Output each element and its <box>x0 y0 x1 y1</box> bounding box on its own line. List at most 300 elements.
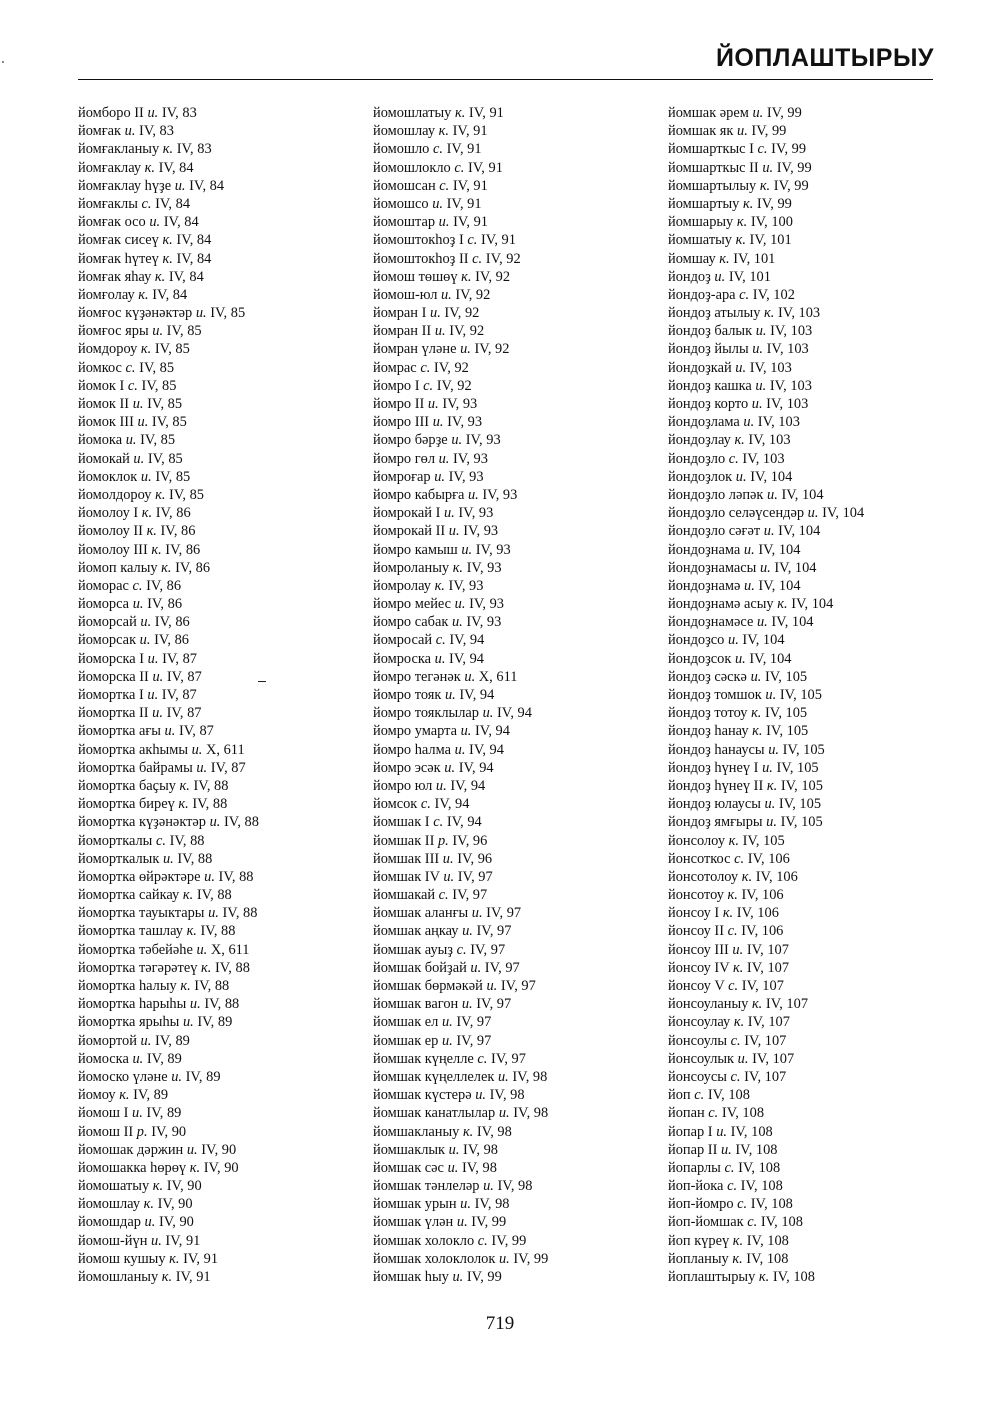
entry-reference: IV, 103 <box>769 377 812 394</box>
entry-headword: йомро II <box>373 396 425 412</box>
entry-headword: йомғак осо <box>78 214 146 231</box>
entry-part-of-speech: с. <box>141 195 152 212</box>
index-entry <box>373 1141 548 1159</box>
entry-part-of-speech: к. <box>186 923 197 940</box>
entry-part-of-speech: к. <box>143 1196 154 1213</box>
entry-headword: йомоштокһоҙ I <box>373 232 464 249</box>
entry-headword: йомош кушыу <box>78 1250 166 1267</box>
index-entry <box>668 1013 864 1031</box>
index-entry <box>668 195 864 213</box>
entry-reference: IV, 105 <box>742 832 785 849</box>
entry-part-of-speech: и. <box>149 214 161 231</box>
entry-part-of-speech: и. <box>443 868 455 885</box>
index-entry <box>373 1159 548 1177</box>
index-column-1 <box>78 104 259 1286</box>
index-entry <box>668 304 864 322</box>
entry-headword: йонсоткос <box>668 850 731 867</box>
entry-reference: IV, 91 <box>453 214 488 231</box>
index-entry <box>668 1104 864 1122</box>
entry-reference: IV, 101 <box>749 232 792 249</box>
entry-headword: йондоҙло селәүсендәр <box>668 505 805 522</box>
entry-part-of-speech: и. <box>444 687 456 703</box>
index-entry <box>78 668 259 686</box>
index-entry <box>668 922 864 940</box>
entry-headword: йопланыу <box>668 1250 729 1267</box>
entry-headword: йомошсан <box>373 177 436 194</box>
index-entry <box>78 286 259 304</box>
entry-part-of-speech: и. <box>195 305 207 322</box>
entry-reference: IV, 98 <box>513 1105 549 1122</box>
entry-headword: йомортка тәбейәһе <box>78 941 193 958</box>
entry-part-of-speech: и. <box>759 559 771 576</box>
entry-reference: IV, 108 <box>735 1141 778 1158</box>
entry-part-of-speech: и. <box>144 1214 156 1231</box>
entry-headword: йомшау <box>668 250 716 267</box>
entry-headword: йомро тояк <box>373 687 442 703</box>
entry-part-of-speech: с. <box>456 941 467 958</box>
index-entry <box>78 1123 259 1141</box>
entry-part-of-speech: и. <box>766 814 777 831</box>
entry-headword: йомро мейес <box>373 596 452 613</box>
entry-reference: IV, 103 <box>748 432 791 449</box>
index-entry <box>668 322 864 340</box>
index-entry <box>373 759 548 777</box>
entry-reference: IV, 101 <box>733 250 776 267</box>
entry-reference: IV, 83 <box>139 123 174 140</box>
entry-part-of-speech: с. <box>127 377 138 394</box>
entry-headword: йомортой <box>78 1032 137 1049</box>
entry-part-of-speech: и. <box>460 1196 471 1213</box>
entry-headword: йондоҙ ямғыры <box>668 814 763 831</box>
entry-headword: йомшак як <box>668 123 734 140</box>
entry-headword: йомсок <box>373 796 418 813</box>
entry-headword: йомоклок <box>78 468 138 485</box>
entry-part-of-speech: и. <box>432 195 443 212</box>
index-entry <box>668 850 864 868</box>
index-entry <box>78 922 259 940</box>
entry-part-of-speech: и. <box>498 1105 510 1122</box>
entry-reference: IV, 92 <box>449 323 485 340</box>
index-entry <box>373 577 548 595</box>
index-entry <box>373 650 548 668</box>
entry-part-of-speech: и. <box>133 450 145 467</box>
entry-reference: IV, 84 <box>176 250 212 267</box>
index-entry <box>373 541 548 559</box>
entry-part-of-speech: с. <box>724 1159 735 1176</box>
entry-part-of-speech: к. <box>179 777 190 794</box>
entry-reference: IV, 93 <box>465 432 501 449</box>
index-entry <box>668 722 864 740</box>
entry-part-of-speech: к. <box>728 832 739 849</box>
entry-headword: йоп күреү <box>668 1232 730 1249</box>
entry-headword: йомортка ағы <box>78 723 161 740</box>
entry-reference: IV, 91 <box>452 177 488 194</box>
entry-reference: IV, 105 <box>780 814 823 831</box>
entry-reference: IV, 89 <box>185 1068 221 1085</box>
index-entry <box>373 359 548 377</box>
index-entry <box>373 213 548 231</box>
entry-reference: IV, 104 <box>742 632 785 649</box>
entry-part-of-speech: с. <box>727 923 738 940</box>
entry-part-of-speech: к. <box>742 195 754 212</box>
index-entry <box>668 213 864 231</box>
entry-headword: йомро тегәнәк <box>373 668 461 685</box>
entry-headword: йомош төшөү <box>373 268 458 285</box>
entry-reference: IV, 98 <box>512 1068 548 1085</box>
entry-headword: йомро умарта <box>373 723 457 740</box>
entry-part-of-speech: и. <box>714 268 726 285</box>
entry-headword: йомшак күңелле <box>373 1050 474 1067</box>
entry-headword: йондоҙлау <box>668 432 731 449</box>
index-entry <box>373 377 548 395</box>
entry-part-of-speech: и. <box>486 978 498 994</box>
entry-headword: йонсолоу <box>668 832 726 849</box>
entry-part-of-speech: и. <box>734 650 746 667</box>
entry-part-of-speech: и. <box>752 105 764 121</box>
entry-headword: йондоҙ атылыу <box>668 305 761 322</box>
entry-headword: йомшак бойҙай <box>373 959 467 976</box>
entry-reference: IV, 85 <box>154 341 190 358</box>
index-entry <box>78 650 259 668</box>
entry-headword: йомро бәрҙе <box>373 432 448 449</box>
index-entry <box>373 813 548 831</box>
entry-part-of-speech: и. <box>441 1014 453 1031</box>
index-entry <box>78 122 259 140</box>
index-entry <box>78 631 259 649</box>
index-entry <box>668 377 864 395</box>
entry-headword: йоморас <box>78 577 129 594</box>
index-entry <box>668 522 864 540</box>
entry-part-of-speech: и. <box>756 614 768 631</box>
entry-reference: IV, 108 <box>707 1087 750 1104</box>
entry-part-of-speech: с. <box>439 177 450 194</box>
entry-reference: IV, 93 <box>482 486 518 503</box>
index-entry <box>668 631 864 649</box>
entry-reference: IV, 94 <box>450 777 486 794</box>
entry-headword: йомошакка һөрөү <box>78 1159 187 1176</box>
entry-reference: IV, 93 <box>466 614 502 631</box>
entry-part-of-speech: с. <box>454 159 465 176</box>
entry-headword: йонсоулау <box>668 1014 731 1031</box>
index-entry <box>668 1086 864 1104</box>
entry-part-of-speech: и. <box>427 396 439 412</box>
entry-headword: йомшак тәнлеләр <box>373 1178 480 1195</box>
index-entry <box>668 541 864 559</box>
index-entry <box>78 177 259 195</box>
entry-reference: IV, 90 <box>157 1196 193 1213</box>
entry-reference: IV, 99 <box>766 105 802 121</box>
entry-reference: IV, 92 <box>433 359 469 376</box>
entry-reference: IV, 93 <box>448 577 484 594</box>
entry-part-of-speech: с. <box>420 796 431 813</box>
index-entry <box>78 832 259 850</box>
entry-part-of-speech: и. <box>140 1032 152 1049</box>
index-entry <box>78 1250 259 1268</box>
entry-part-of-speech: и. <box>763 523 775 540</box>
index-entry <box>668 1141 864 1159</box>
entry-part-of-speech: с. <box>477 1050 488 1067</box>
index-entry <box>373 704 548 722</box>
entry-reference: IV, 104 <box>771 614 814 631</box>
entry-part-of-speech: с. <box>420 359 431 376</box>
entry-part-of-speech: и. <box>191 741 203 758</box>
index-entry <box>78 995 259 1013</box>
entry-reference: IV, 97 <box>452 887 488 904</box>
entry-headword: йомроска <box>373 650 432 667</box>
page-number: 719 <box>485 1313 515 1334</box>
index-entry <box>373 1050 548 1068</box>
index-entry <box>373 450 548 468</box>
entry-reference: IV, 104 <box>781 486 824 503</box>
entry-part-of-speech: и. <box>755 377 767 394</box>
entry-headword: йомортка һалыу <box>78 978 177 994</box>
index-entry <box>668 1123 864 1141</box>
entry-reference: IV, 93 <box>466 559 502 576</box>
entry-part-of-speech: и. <box>132 1105 143 1122</box>
entry-reference: IV, 99 <box>491 1232 527 1249</box>
index-entry <box>373 995 548 1013</box>
entry-headword: йондоҙлок <box>668 468 733 485</box>
entry-reference: IV, 103 <box>770 323 813 340</box>
entry-part-of-speech: с. <box>438 887 449 904</box>
entry-part-of-speech: и. <box>454 741 466 758</box>
entry-headword: йомғак <box>78 123 122 140</box>
entry-part-of-speech: и. <box>764 796 776 813</box>
entry-reference: IV, 88 <box>192 796 228 813</box>
entry-reference: IV, 94 <box>458 759 494 776</box>
entry-part-of-speech: и. <box>765 687 777 703</box>
entry-reference: IV, 99 <box>773 177 809 194</box>
entry-reference: IV, 89 <box>197 1014 233 1031</box>
index-entry <box>668 686 864 704</box>
entry-headword: йомокай <box>78 450 130 467</box>
entry-headword: йоморска I <box>78 650 145 667</box>
index-entry <box>373 413 548 431</box>
entry-part-of-speech: к. <box>161 559 172 576</box>
entry-reference: IV, 90 <box>151 1123 187 1140</box>
entry-reference: IV, 88 <box>196 887 232 904</box>
entry-part-of-speech: с. <box>728 450 739 467</box>
entry-part-of-speech: и. <box>744 577 755 594</box>
index-entry <box>78 159 259 177</box>
entry-reference: IV, 93 <box>475 541 511 558</box>
entry-part-of-speech: и. <box>448 523 460 540</box>
entry-part-of-speech: и. <box>720 1141 732 1158</box>
index-entry <box>668 122 864 140</box>
entry-reference: IV, 106 <box>741 923 784 940</box>
entry-headword: йомортка байрамы <box>78 759 193 776</box>
entry-reference: IV, 108 <box>740 1178 783 1195</box>
entry-headword: йомок II <box>78 396 130 412</box>
entry-reference: IV, 84 <box>158 159 194 176</box>
margin-dash-mark <box>258 681 266 682</box>
index-entry <box>373 941 548 959</box>
index-entry <box>78 522 259 540</box>
entry-reference: IV, 97 <box>486 905 522 922</box>
entry-reference: IV, 106 <box>747 850 790 867</box>
index-entry <box>78 1232 259 1250</box>
entry-reference: IV, 84 <box>155 195 191 212</box>
entry-part-of-speech: с. <box>477 1232 488 1249</box>
index-entry <box>373 959 548 977</box>
entry-headword: йонсоу II <box>668 923 725 940</box>
entry-reference: X, 611 <box>206 741 245 758</box>
entry-headword: йомортка тәгәрәтеү <box>78 959 198 976</box>
index-entry <box>78 613 259 631</box>
entry-reference: IV, 99 <box>751 123 787 140</box>
index-entry <box>373 522 548 540</box>
entry-headword: йомшак аланғы <box>373 905 469 922</box>
entry-headword: йондоҙ томшок <box>668 687 762 703</box>
entry-reference: IV, 99 <box>756 195 792 212</box>
index-entry <box>78 1177 259 1195</box>
entry-headword: йомоштокһоҙ II <box>373 250 469 267</box>
entry-reference: IV, 88 <box>177 850 213 867</box>
entry-headword: йоморткалык <box>78 850 160 867</box>
entry-reference: IV, 97 <box>500 978 536 994</box>
entry-reference: IV, 92 <box>436 377 472 394</box>
entry-reference: IV, 92 <box>455 286 491 303</box>
entry-part-of-speech: и. <box>461 541 473 558</box>
entry-reference: IV, 105 <box>764 668 808 685</box>
entry-part-of-speech: и. <box>762 159 774 176</box>
entry-headword: йондоҙсок <box>668 650 732 667</box>
entry-reference: IV, 85 <box>166 323 202 340</box>
index-entry <box>373 340 548 358</box>
entry-headword: йомрокай I <box>373 505 441 522</box>
entry-reference: IV, 87 <box>178 723 214 740</box>
index-entry <box>78 1086 259 1104</box>
entry-headword: йомортка һарыһы <box>78 996 187 1013</box>
entry-part-of-speech: к. <box>180 978 191 994</box>
entry-headword: йомошатыу <box>78 1178 150 1195</box>
index-entry <box>373 177 548 195</box>
entry-reference: IV, 85 <box>141 377 177 394</box>
entry-reference: IV, 91 <box>468 105 504 121</box>
entry-reference: IV, 89 <box>154 1032 190 1049</box>
entry-part-of-speech: к. <box>732 1250 743 1267</box>
entry-part-of-speech: к. <box>155 486 166 503</box>
entry-reference: IV, 103 <box>742 450 785 467</box>
entry-headword: йомшаклык <box>373 1141 446 1158</box>
entry-headword: йомортка сайкау <box>78 887 180 904</box>
entry-reference: IV, 105 <box>782 741 825 758</box>
entry-headword: йомшак ер <box>373 1032 439 1049</box>
entry-headword: йомшак II <box>373 832 435 849</box>
entry-reference: IV, 84 <box>163 214 199 231</box>
entry-part-of-speech: и. <box>471 905 483 922</box>
index-entry <box>373 431 548 449</box>
index-entry <box>668 159 864 177</box>
index-entry <box>78 395 259 413</box>
index-entry <box>668 813 864 831</box>
entry-part-of-speech: к. <box>454 105 466 121</box>
entry-reference: IV, 86 <box>155 505 191 522</box>
index-entry <box>78 504 259 522</box>
entry-headword: йомошлатыу <box>373 105 452 121</box>
index-entry <box>373 231 548 249</box>
entry-headword: йомоско үләне <box>78 1068 168 1085</box>
entry-headword: йомролау <box>373 577 431 594</box>
entry-part-of-speech: с. <box>694 1087 705 1104</box>
entry-headword: йомро һалма <box>373 741 452 758</box>
entry-reference: IV, 91 <box>467 159 503 176</box>
index-entry <box>78 140 259 158</box>
entry-headword: йопар II <box>668 1141 718 1158</box>
index-entry <box>78 1013 259 1031</box>
index-entry <box>78 959 259 977</box>
entry-part-of-speech: к. <box>752 723 763 740</box>
entry-reference: IV, 91 <box>165 1232 201 1249</box>
entry-part-of-speech: с. <box>727 1178 738 1195</box>
entry-part-of-speech: к. <box>734 432 745 449</box>
entry-headword: йомғос күҙәнәктәр <box>78 305 193 322</box>
entry-part-of-speech: с. <box>739 286 750 303</box>
entry-part-of-speech: к. <box>169 1250 180 1267</box>
index-entry <box>78 868 259 886</box>
entry-headword: йомортка тауыктары <box>78 905 205 922</box>
entry-reference: IV, 84 <box>168 268 204 285</box>
entry-headword: йомоштар <box>373 214 436 231</box>
index-entry <box>668 941 864 959</box>
entry-headword: йомран II <box>373 323 432 340</box>
entry-reference: IV, 108 <box>738 1159 781 1176</box>
index-entry <box>668 231 864 249</box>
index-entry <box>78 595 259 613</box>
entry-reference: IV, 91 <box>175 1269 211 1285</box>
entry-part-of-speech: с. <box>737 1196 748 1213</box>
entry-headword: йомғаклы <box>78 195 138 212</box>
entry-headword: йомшартылыу <box>668 177 757 194</box>
entry-headword: йомолоу II <box>78 523 143 540</box>
entry-reference: IV, 104 <box>758 577 801 594</box>
entry-headword: йомошланыу <box>78 1269 159 1285</box>
entry-headword: йомолоу I <box>78 505 139 522</box>
index-column-3 <box>668 104 864 1286</box>
entry-reference: IV, 86 <box>165 541 201 558</box>
entry-headword: йоморска II <box>78 668 149 685</box>
entry-headword: йондоҙ һүнеү I <box>668 759 759 776</box>
entry-headword: йомборо II <box>78 105 144 121</box>
entry-headword: йондоҙло <box>668 450 726 467</box>
entry-part-of-speech: и. <box>171 1068 182 1085</box>
entry-part-of-speech: и. <box>147 105 159 121</box>
index-entry <box>78 904 259 922</box>
entry-headword: йомшак үлән <box>373 1214 454 1231</box>
index-entry <box>668 650 864 668</box>
entry-reference: IV, 91 <box>446 141 482 158</box>
entry-headword: йомшак сәс <box>373 1159 444 1176</box>
entry-headword: йондоҙ <box>668 268 711 285</box>
entry-headword: йонсотолоу <box>668 868 739 885</box>
entry-reference: IV, 100 <box>750 214 793 231</box>
entry-headword: йомолдороу <box>78 486 152 503</box>
entry-part-of-speech: р. <box>437 832 449 849</box>
entry-reference: IV, 98 <box>476 1123 512 1140</box>
entry-reference: IV, 108 <box>746 1232 789 1249</box>
entry-reference: IV, 83 <box>161 105 197 121</box>
entry-part-of-speech: и. <box>456 1214 468 1231</box>
index-entry <box>668 559 864 577</box>
entry-headword: йондоҙ йылы <box>668 341 749 358</box>
index-entry <box>668 177 864 195</box>
entry-headword: йондоҙнамә асыу <box>668 596 774 613</box>
entry-reference: IV, 91 <box>452 123 488 140</box>
entry-reference: IV, 89 <box>146 1105 182 1122</box>
entry-headword: йомғаклау <box>78 159 142 176</box>
entry-part-of-speech: и. <box>752 341 764 358</box>
entry-reference: IV, 94 <box>496 705 532 722</box>
